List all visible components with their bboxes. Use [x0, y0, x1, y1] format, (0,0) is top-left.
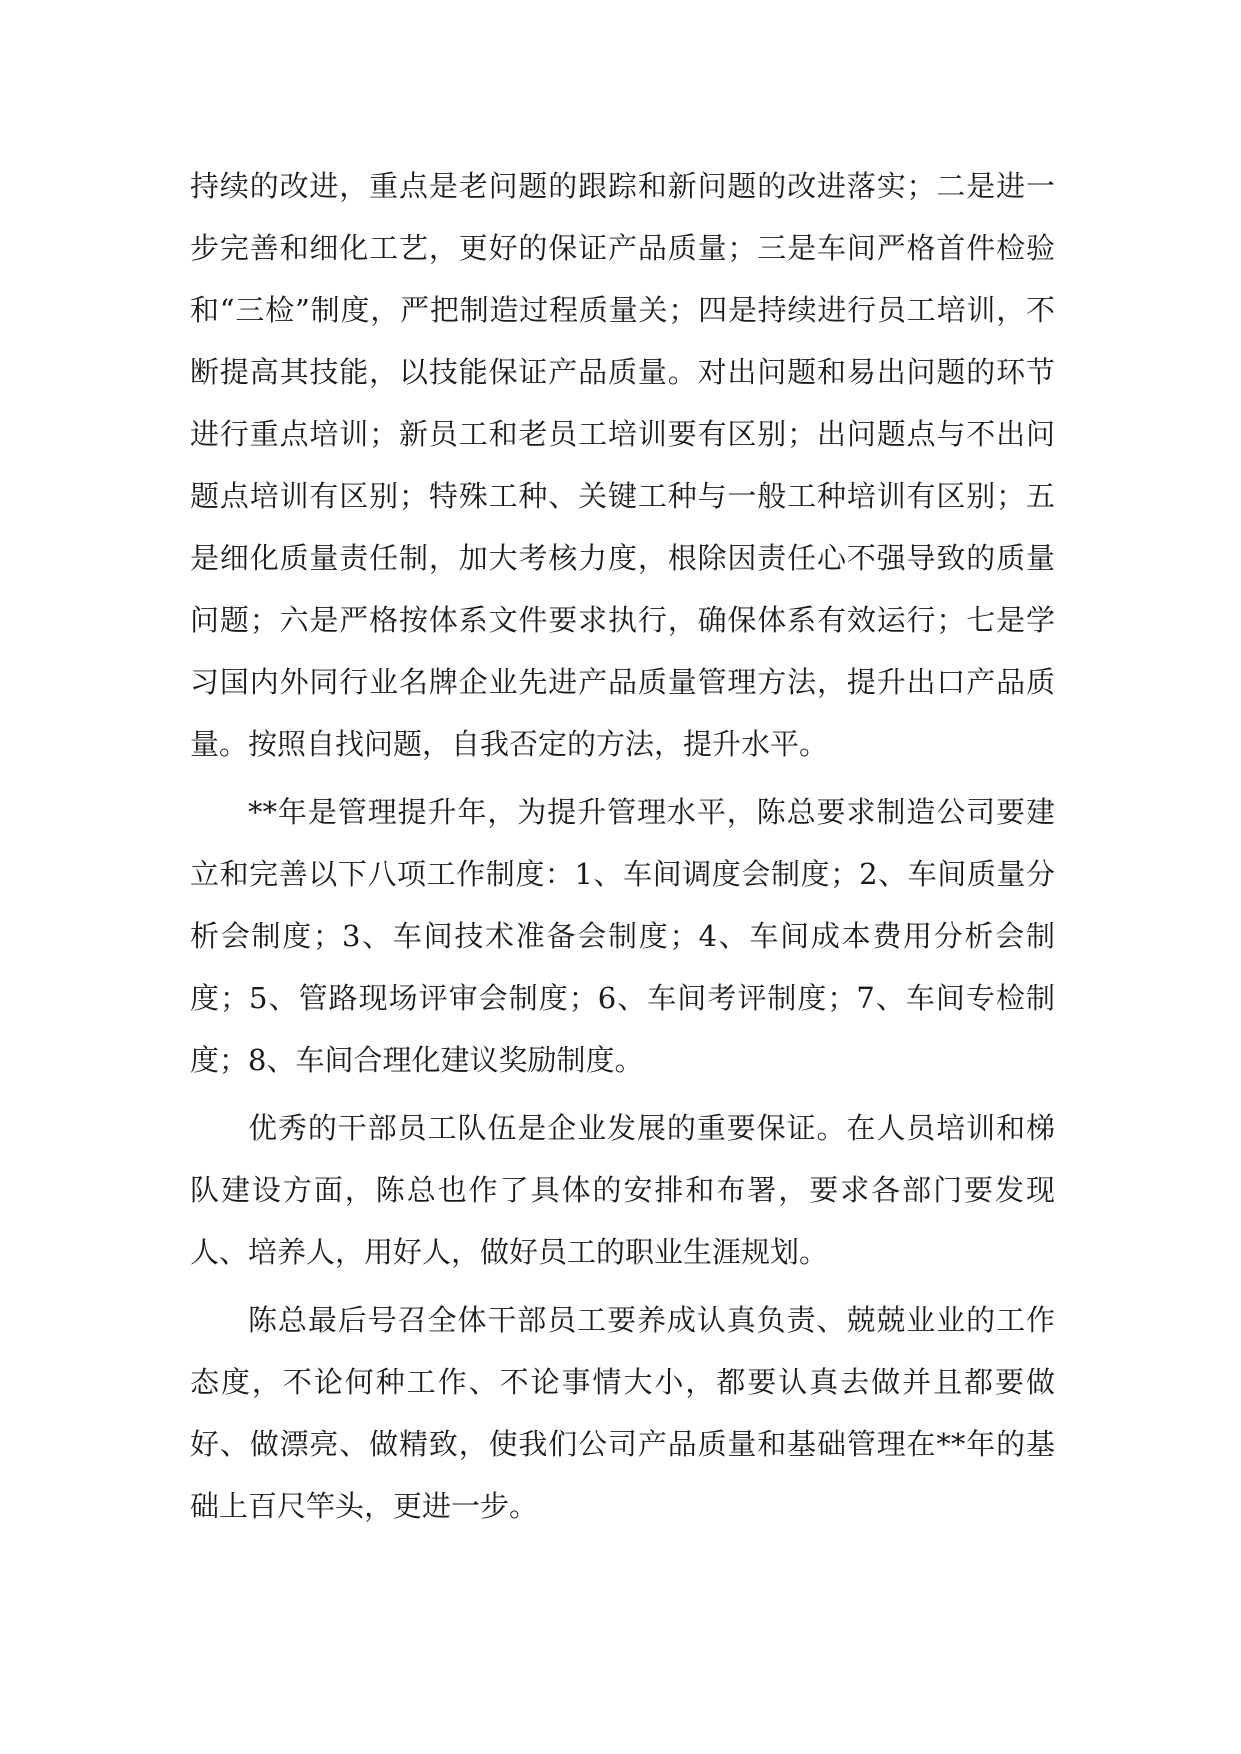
paragraph-1: 持续的改进，重点是老问题的跟踪和新问题的改进落实；二是进一步完善和细化工艺，更好的保证产品质量；三是车间严格首件检验和“三检”制度，严把制造过程质量关；四是持续进行员工培训，不断提高其技能，以技能保证产品质量。对出问题和易出问题的环节进行重点培训；新员工和老员工培训要有区别；出问题点与不出问题点培训有区别；特殊工种、关键工种与一般工种培训有区别；五是细化质量责任制，加大考核力度，根除因责任心不强导致的质量问题；六是严格按体系文件要求执行，确保体系有效运行；七是学习国内外同行业名牌企业先进产品质量管理方法，提升出口产品质量。按照自找问题，自我否定的方法，提升水平。	[190, 169, 1055, 761]
paragraph-4: 陈总最后号召全体干部员工要养成认真负责、兢兢业业的工作态度，不论何种工作、不论事情大小，都要认真去做并且都要做好、做漂亮、做精致，使我们公司产品质量和基础管理在**年的基础上百尺竿头，更进一步。	[190, 1303, 1055, 1523]
paragraph-3: 优秀的干部员工队伍是企业发展的重要保证。在人员培训和梯队建设方面，陈总也作了具体的安排和布署，要求各部门要发现人、培养人，用好人，做好员工的职业生涯规划。	[190, 1111, 1055, 1269]
paragraph-2: **年是管理提升年，为提升管理水平，陈总要求制造公司要建立和完善以下八项工作制度：1、车间调度会制度；2、车间质量分析会制度；3、车间技术准备会制度；4、车间成本费用分析会制度；5、管路现场评审会制度；6、车间考评制度；7、车间专检制度；8、车间合理化建议奖励制度。	[190, 795, 1055, 1077]
document-body	[190, 155, 1055, 1537]
